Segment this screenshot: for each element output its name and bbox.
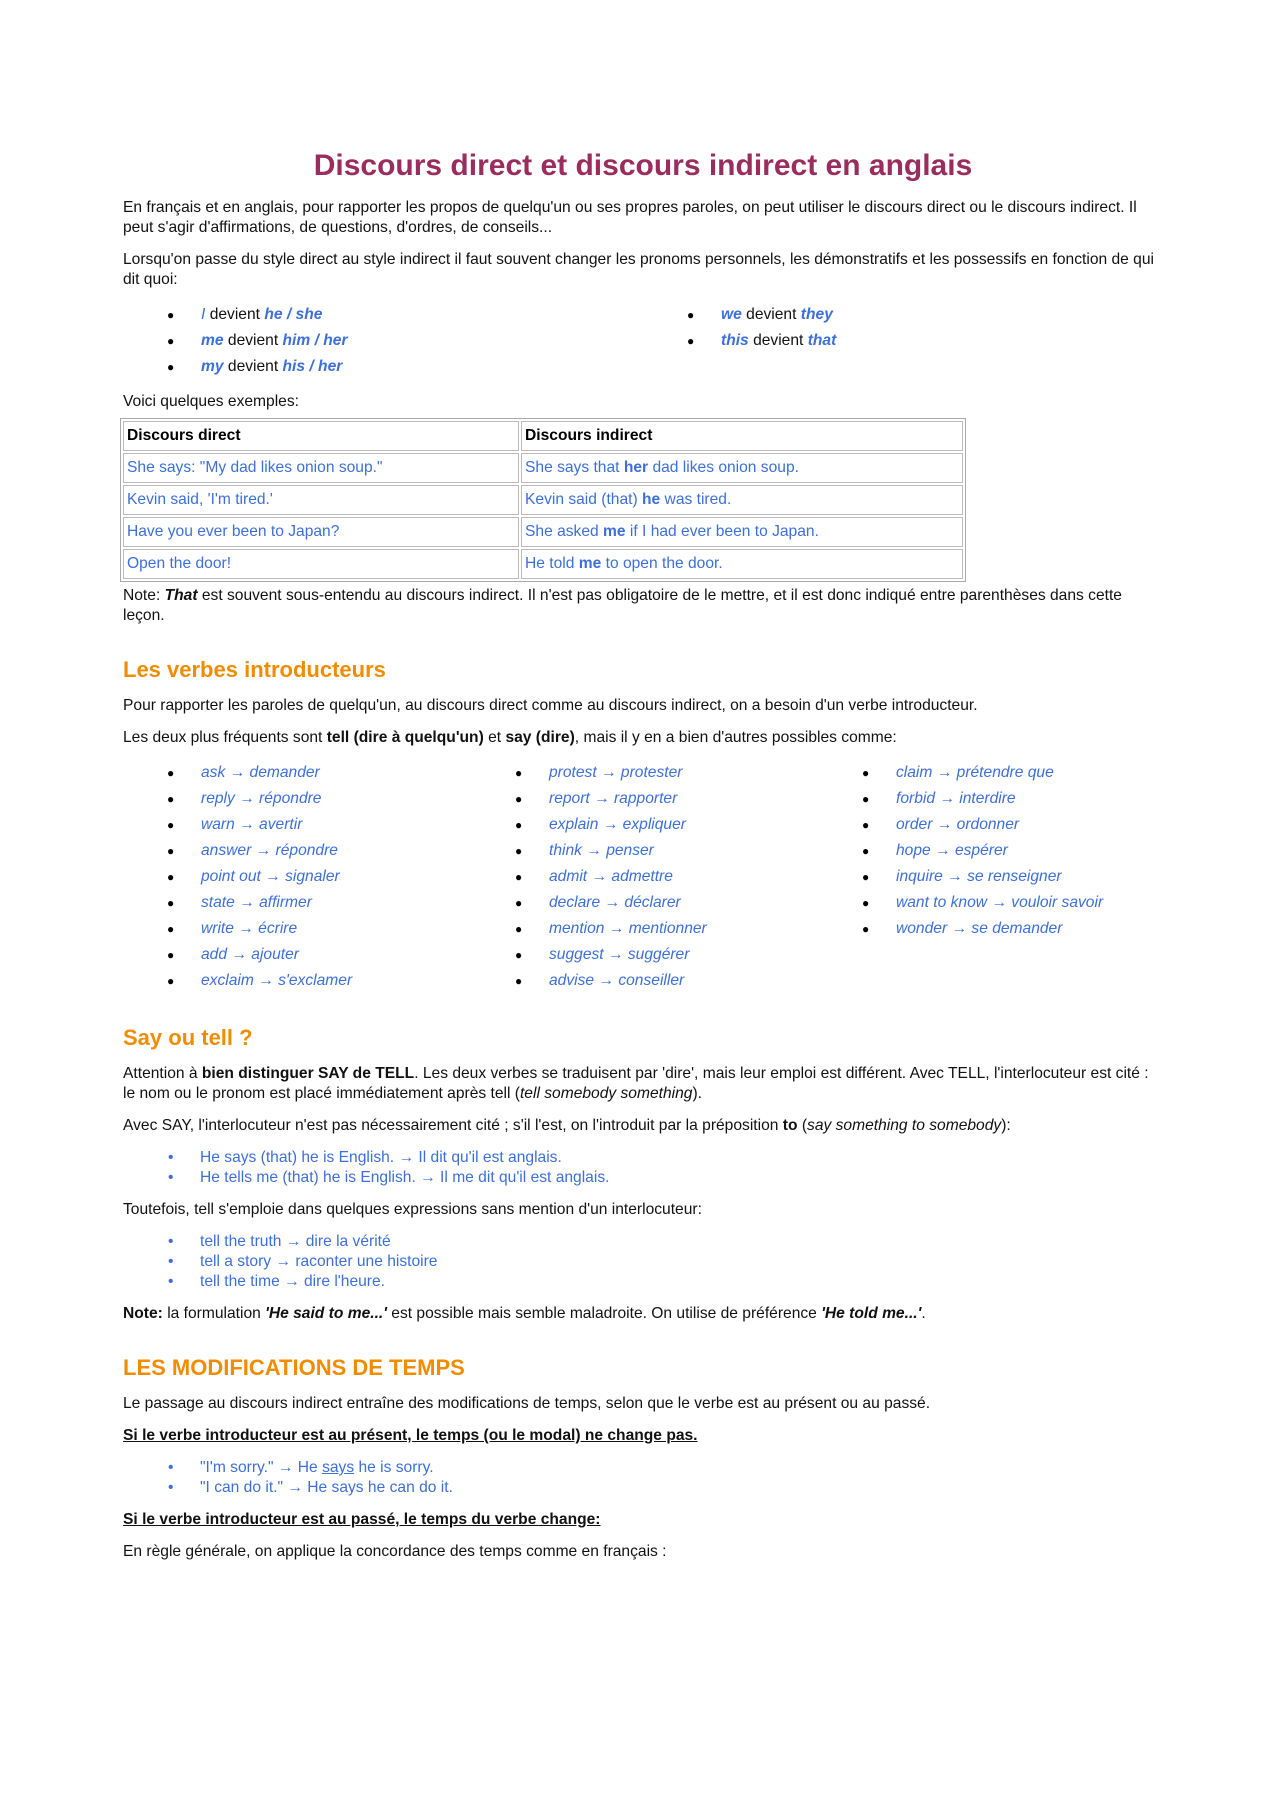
- verbes-paragraph-2: Les deux plus fréquents sont tell (dire à quelqu'un) et say (dire), mais il y en a bien d'autres possibles comme:: [123, 729, 897, 746]
- intro-paragraph-2: Lorsqu'on passe du style direct au style indirect il faut souvent changer les pronoms personnels, les démonstratifs et les possessifs en fonction de qui dit quoi:: [123, 251, 1154, 288]
- list-item: ● forbid → interdire: [818, 786, 1103, 812]
- table-row: [123, 517, 963, 547]
- list-item: ● claim → prétendre que: [818, 760, 1103, 786]
- section-title-temps: LES MODIFICATIONS DE TEMPS: [123, 1355, 465, 1380]
- table-header-row: [123, 421, 963, 451]
- list-item: ● ask → demander: [123, 760, 471, 786]
- pronoun-list: [123, 302, 1163, 380]
- list-item: ● admit → admettre: [471, 864, 818, 890]
- verbes-paragraph-1: Pour rapporter les paroles de quelqu'un, au discours direct comme au discours indirect, on a besoin d'un verbe introducteur.: [123, 697, 978, 714]
- list-item: • "I'm sorry." → He says he is sorry.: [123, 1458, 1163, 1478]
- list-item: ● report → rapporter: [471, 786, 818, 812]
- pronoun-column-1: [123, 302, 643, 380]
- list-item: ● add → ajouter: [123, 942, 471, 968]
- table-cell-indirect: He told me to open the door.: [521, 549, 963, 579]
- verbs-list: [123, 760, 1163, 994]
- tell-expressions: [123, 1232, 1163, 1292]
- list-item: ● think → penser: [471, 838, 818, 864]
- table-cell-indirect: She says that her dad likes onion soup.: [521, 453, 963, 483]
- list-item: ● exclaim → s'exclamer: [123, 968, 471, 994]
- list-item: ● state → affirmer: [123, 890, 471, 916]
- list-item: ● want to know → vouloir savoir: [818, 890, 1103, 916]
- present-examples: [123, 1458, 1163, 1498]
- say-tell-examples: [123, 1148, 1163, 1188]
- temps-paragraph-2: En règle générale, on applique la concordance des temps comme en français :: [123, 1543, 667, 1560]
- list-item: ● warn → avertir: [123, 812, 471, 838]
- table-row: [123, 453, 963, 483]
- table-cell-direct: Have you ever been to Japan?: [123, 517, 519, 547]
- list-item: ● reply → répondre: [123, 786, 471, 812]
- say-tell-paragraph-1: Attention à bien distinguer SAY de TELL. Les deux verbes se traduisent par 'dire', mais leur emploi est différent. Avec TELL, l'interlocuteur est cité : le nom ou le pronom est placé immédiatement après tell (tell somebody something).: [123, 1065, 1149, 1102]
- list-item: ● suggest → suggérer: [471, 942, 818, 968]
- section-title-verbes: Les verbes introducteurs: [123, 657, 386, 682]
- list-item: ● point out → signaler: [123, 864, 471, 890]
- list-item: ● declare → déclarer: [471, 890, 818, 916]
- list-item: ● we devient they: [643, 302, 836, 328]
- table-cell-indirect: Kevin said (that) he was tired.: [521, 485, 963, 515]
- verbs-column-1: [123, 760, 471, 994]
- list-item: ● mention → mentionner: [471, 916, 818, 942]
- list-item: ● advise → conseiller: [471, 968, 818, 994]
- list-item: • He tells me (that) he is English. → Il me dit qu'il est anglais.: [123, 1168, 1163, 1188]
- list-item: • "I can do it." → He says he can do it.: [123, 1478, 1163, 1498]
- page-title: Discours direct et discours indirect en anglais: [313, 149, 973, 182]
- table-cell-direct: Open the door!: [123, 549, 519, 579]
- examples-table: [120, 418, 966, 582]
- list-item: • He says (that) he is English. → Il dit qu'il est anglais.: [123, 1148, 1163, 1168]
- list-item: ● I devient he / she: [123, 302, 643, 328]
- list-item: ● explain → expliquer: [471, 812, 818, 838]
- verbs-column-3: [818, 760, 1103, 994]
- list-item: ● protest → protester: [471, 760, 818, 786]
- table-header-direct: Discours direct: [123, 421, 519, 451]
- section-title-say-tell: Say ou tell ?: [123, 1025, 253, 1050]
- temps-paragraph-1: Le passage au discours indirect entraîne des modifications de temps, selon que le verbe est au présent ou au passé.: [123, 1395, 931, 1412]
- list-item: ● me devient him / her: [123, 328, 643, 354]
- table-cell-direct: She says: "My dad likes onion soup.": [123, 453, 519, 483]
- verbs-column-2: [471, 760, 818, 994]
- list-item: ● wonder → se demander: [818, 916, 1103, 942]
- pronoun-column-2: [643, 302, 836, 380]
- rule-present: Si le verbe introducteur est au présent, le temps (ou le modal) ne change pas.: [123, 1427, 698, 1444]
- list-item: ● answer → répondre: [123, 838, 471, 864]
- say-tell-paragraph-2: Avec SAY, l'interlocuteur n'est pas nécessairement cité ; s'il l'est, on l'introduit par la préposition to (say something to somebody):: [123, 1117, 1011, 1134]
- list-item: ● this devient that: [643, 328, 836, 354]
- list-item: • tell a story → raconter une histoire: [123, 1252, 1163, 1272]
- list-item: ● my devient his / her: [123, 354, 643, 380]
- table-header-indirect: Discours indirect: [521, 421, 963, 451]
- list-item: • tell the time → dire l'heure.: [123, 1272, 1163, 1292]
- list-item: ● order → ordonner: [818, 812, 1103, 838]
- table-cell-indirect: She asked me if I had ever been to Japan.: [521, 517, 963, 547]
- intro-paragraph-1: En français et en anglais, pour rapporter les propos de quelqu'un ou ses propres paroles, on peut utiliser le discours direct ou le discours indirect. Il peut s'agir d'affirmations, de questions, d'ordres, de conseils...: [123, 199, 1137, 236]
- list-item: ● inquire → se renseigner: [818, 864, 1103, 890]
- rule-past: Si le verbe introducteur est au passé, le temps du verbe change:: [123, 1511, 601, 1528]
- table-row: [123, 549, 963, 579]
- list-item: ● write → écrire: [123, 916, 471, 942]
- note-say-to: Note: la formulation 'He said to me...' est possible mais semble maladroite. On utilise de préférence 'He told me...'.: [123, 1305, 926, 1322]
- examples-intro: Voici quelques exemples:: [123, 393, 299, 410]
- document-page: [123, 148, 1163, 1574]
- list-item: ● hope → espérer: [818, 838, 1103, 864]
- list-item: • tell the truth → dire la vérité: [123, 1232, 1163, 1252]
- note-that: Note: That est souvent sous-entendu au discours indirect. Il n'est pas obligatoire de le mettre, et il est donc indiqué entre parenthèses dans cette leçon.: [123, 587, 1122, 624]
- table-cell-direct: Kevin said, 'I'm tired.': [123, 485, 519, 515]
- table-row: [123, 485, 963, 515]
- say-tell-paragraph-3: Toutefois, tell s'emploie dans quelques expressions sans mention d'un interlocuteur:: [123, 1201, 702, 1218]
